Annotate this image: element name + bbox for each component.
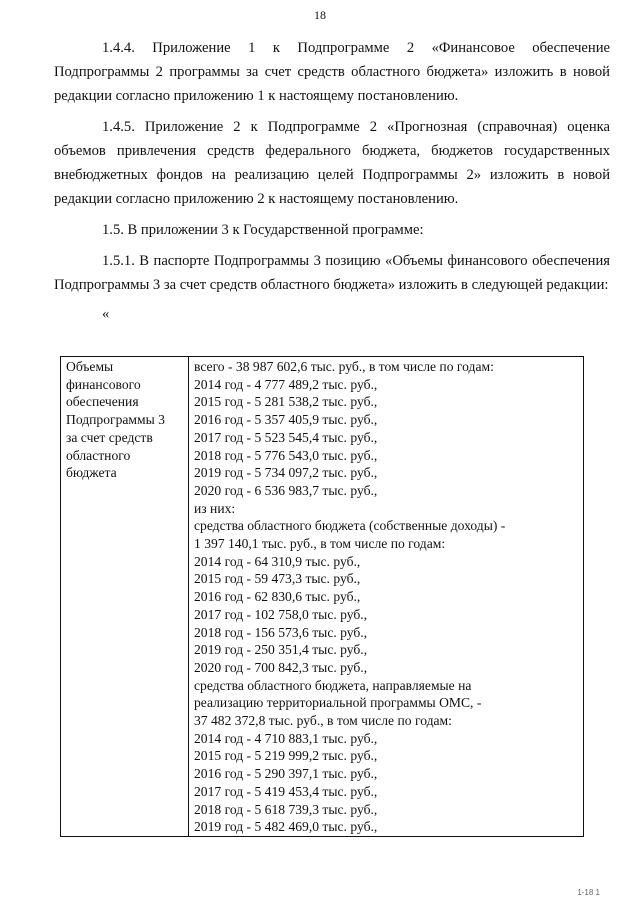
paragraph-1-5-1: 1.5.1. В паспорте Подпрограммы 3 позицию «Объемы финансового обеспечения Подпрограммы 3 за счет средств областного бюджета» изложить в следующей редакции: [54, 253, 610, 293]
subheading-line: из них: [194, 500, 236, 516]
paragraph-1-4-4: 1.4.4. Приложение 1 к Подпрограмме 2 «Финансовое обеспечение Подпрограммы 2 программы за счет средств областного бюджета» изложить в новой редакции согласно приложению 1 к настоящему постановлению. [54, 40, 610, 104]
year-amount-line: 2019 год - 5 482 469,0 тыс. руб., [194, 819, 378, 835]
document-body [54, 36, 610, 324]
oms-heading-line: реализацию территориальной программы ОМС, - [194, 695, 482, 711]
oms-total-line: 37 482 372,8 тыс. руб., в том числе по годам: [194, 713, 452, 729]
year-amount-line: 2016 год - 5 290 397,1 тыс. руб., [194, 766, 378, 782]
year-amount-line: 2015 год - 59 473,3 тыс. руб., [194, 571, 361, 587]
own-revenue-heading-line: средства областного бюджета (собственные доходы) - [194, 518, 506, 534]
year-amount-line: 2015 год - 5 281 538,2 тыс. руб., [194, 394, 378, 410]
label-line: Подпрограммы 3 [66, 412, 165, 428]
label-line: финансового [66, 376, 141, 392]
year-amount-line: 2018 год - 5 618 739,3 тыс. руб., [194, 801, 378, 817]
opening-quote: « [102, 306, 110, 322]
year-amount-line: 2014 год - 4 710 883,1 тыс. руб., [194, 730, 378, 746]
table-row [61, 357, 584, 837]
year-amount-line: 2014 год - 64 310,9 тыс. руб., [194, 553, 361, 569]
page-number: 18 [314, 8, 326, 22]
year-amount-line: 2018 год - 156 573,6 тыс. руб., [194, 624, 368, 640]
year-amount-line: 2017 год - 5 523 545,4 тыс. руб., [194, 429, 378, 445]
label-line: областного [66, 447, 131, 463]
label-line: обеспечения [66, 394, 139, 410]
oms-heading-line: средства областного бюджета, направляемые на [194, 677, 472, 693]
funding-label-cell [61, 357, 189, 837]
year-amount-line: 2014 год - 4 777 489,2 тыс. руб., [194, 376, 378, 392]
footer-mark: 1-18 1 [577, 888, 600, 897]
label-line: бюджета [66, 465, 117, 481]
funding-table [60, 356, 584, 837]
own-revenue-total-line: 1 397 140,1 тыс. руб., в том числе по годам: [194, 536, 446, 552]
year-amount-line: 2019 год - 5 734 097,2 тыс. руб., [194, 465, 378, 481]
year-amount-line: 2020 год - 6 536 983,7 тыс. руб., [194, 482, 378, 498]
year-amount-line: 2016 год - 62 830,6 тыс. руб., [194, 589, 361, 605]
label-line: за счет средств [66, 429, 153, 445]
total-line: всего - 38 987 602,6 тыс. руб., в том числе по годам: [194, 359, 494, 374]
year-amount-line: 2017 год - 5 419 453,4 тыс. руб., [194, 783, 378, 799]
paragraph-1-5: 1.5. В приложении 3 к Государственной программе: [102, 222, 424, 238]
year-amount-line: 2015 год - 5 219 999,2 тыс. руб., [194, 748, 378, 764]
year-amount-line: 2016 год - 5 357 405,9 тыс. руб., [194, 412, 378, 428]
year-amount-line: 2019 год - 250 351,4 тыс. руб., [194, 642, 368, 658]
year-amount-line: 2017 год - 102 758,0 тыс. руб., [194, 606, 368, 622]
year-amount-line: 2020 год - 700 842,3 тыс. руб., [194, 659, 368, 675]
paragraph-1-4-5: 1.4.5. Приложение 2 к Подпрограмме 2 «Прогнозная (справочная) оценка объемов привлечения средств федерального бюджета, бюджетов государственных внебюджетных фондов на реализацию целей Подпрограммы 2» изложить в новой редакции согласно приложению 2 к настоящему постановлению. [54, 119, 610, 207]
funding-value-cell [189, 357, 584, 837]
year-amount-line: 2018 год - 5 776 543,0 тыс. руб., [194, 447, 378, 463]
label-line: Объемы [66, 359, 114, 374]
